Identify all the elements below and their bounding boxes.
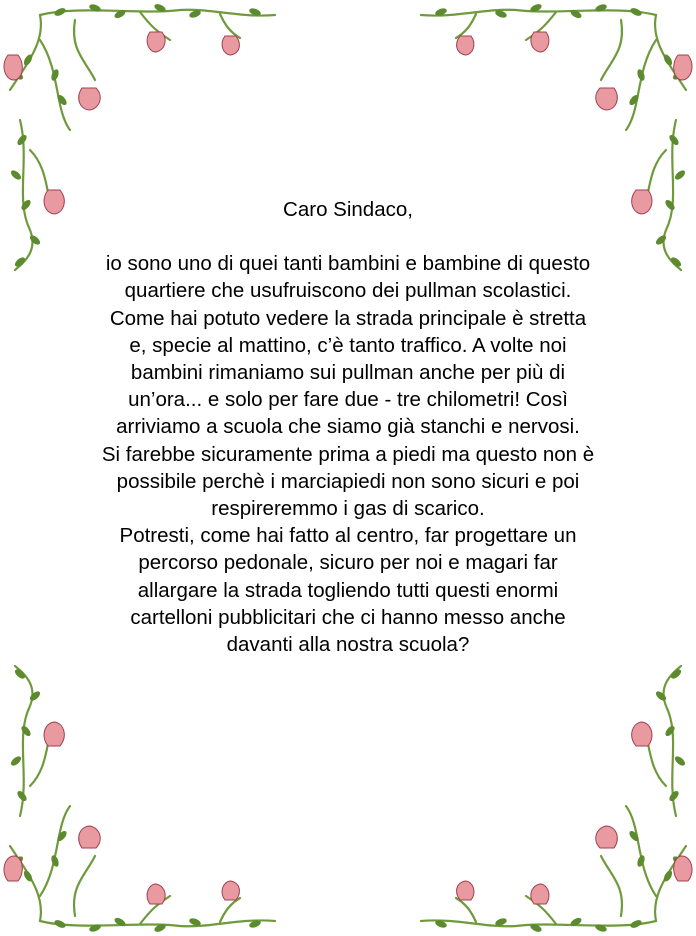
letter-line: e, specie al mattino, c’è tanto traffico. A volte noi (129, 333, 567, 357)
letter-line: arriviamo a scuola che siamo già stanchi e nervosi. (116, 415, 580, 439)
letter-line: respireremmo i gas di scarico. (211, 497, 485, 521)
letter-line: allargare la strada togliendo tutti questi enormi (137, 578, 559, 602)
letter-line: Si farebbe sicuramente prima a piedi ma questo non è (101, 442, 595, 466)
letter-line: Come hai potuto vedere la strada principale è stretta (109, 306, 587, 330)
letter-line: cartelloni pubblicitari che ci hanno messo anche (130, 605, 566, 629)
letter-line: bambini rimaniamo sui pullman anche per più di (130, 361, 566, 385)
letter-body (50, 196, 646, 658)
letter-line: percorso pedonale, sicuro per noi e magari far (138, 551, 558, 575)
letter-line: un’ora... e solo per fare due - tre chilometri! Così (128, 388, 568, 412)
letter-greeting: Caro Sindaco, (283, 198, 413, 221)
letter-paragraph (50, 250, 646, 658)
letter-line: davanti alla nostra scuola? (226, 633, 470, 657)
letter-line: quartiere che usufruiscono dei pullman scolastici. (124, 279, 572, 303)
floral-ornament-icon (396, 656, 696, 936)
letter-line: Potresti, come hai fatto al centro, far progettare un (119, 524, 577, 548)
floral-corner-bottom-left (0, 656, 300, 936)
floral-corner-bottom-right (396, 656, 696, 936)
floral-ornament-icon (0, 656, 300, 936)
letter-line: possibile perchè i marciapiedi non sono sicuri e poi (116, 469, 580, 493)
letter-line: io sono uno di quei tanti bambini e bambine di questo (105, 252, 591, 276)
